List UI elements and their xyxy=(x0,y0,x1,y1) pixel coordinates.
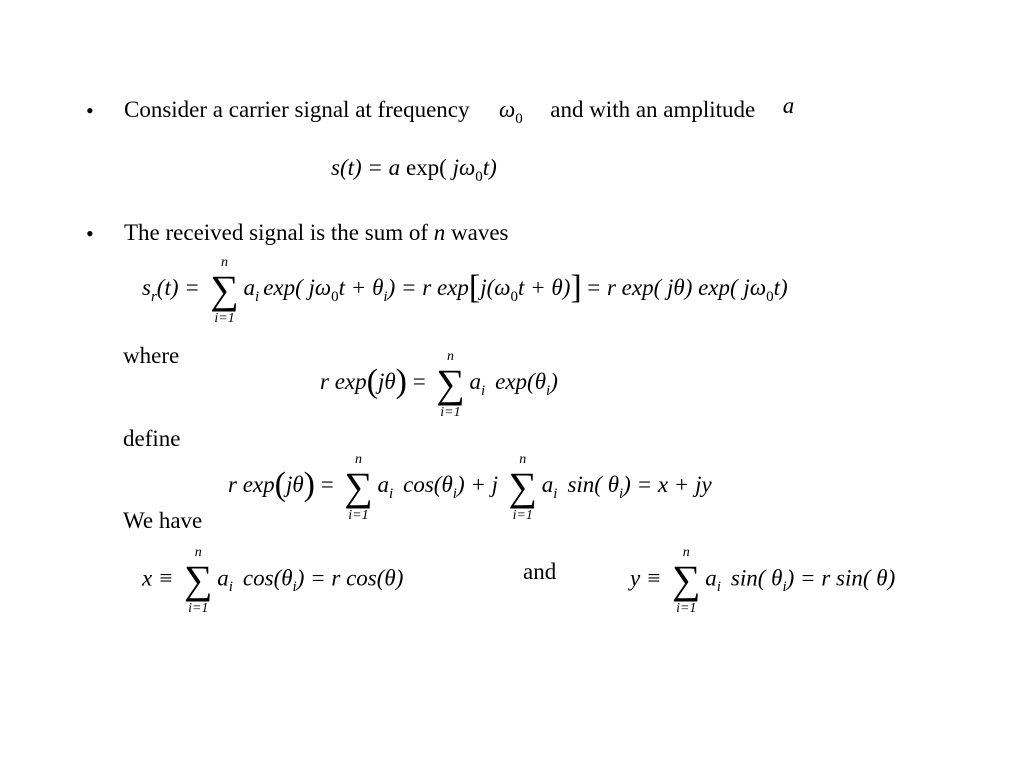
omega-subscript: 0 xyxy=(515,111,523,127)
eq2-sum-bot: i=1 xyxy=(214,310,235,326)
amplitude-symbol: a xyxy=(782,93,795,118)
sigma-icon: ∑ xyxy=(671,557,701,602)
n-symbol: n xyxy=(433,220,446,245)
eq2-s-sub: r xyxy=(150,289,157,305)
define-lparen: ( xyxy=(274,466,286,503)
eq1-rhs: jω xyxy=(452,155,476,180)
where-mid: jθ xyxy=(377,369,396,394)
received-text-a: The received signal is the sum of xyxy=(124,220,429,245)
where-lhs: r exp xyxy=(320,369,367,394)
where-a-sub: i xyxy=(480,383,486,399)
carrier-sentence xyxy=(124,93,795,127)
define-s1: sin( θ xyxy=(567,472,619,497)
bullet-2: • xyxy=(86,221,94,246)
define-label: define xyxy=(123,426,181,451)
carrier-text-b: and with an amplitude xyxy=(550,97,756,122)
eq2-p6-sub: 0 xyxy=(766,289,774,305)
eq1-tail: t) xyxy=(482,155,497,180)
carrier-text-a: Consider a carrier signal at frequency xyxy=(124,97,470,122)
y-a: a xyxy=(705,565,717,591)
eq1-fn: exp( xyxy=(405,155,447,180)
eq1-lhs: s(t) = a xyxy=(331,155,401,180)
where-equation xyxy=(320,348,558,420)
x-c1-sub: i xyxy=(292,579,297,596)
define-c1: cos(θ xyxy=(403,472,453,497)
x-sum xyxy=(181,545,215,616)
define-rparen: ) xyxy=(303,466,315,503)
define-s2: ) = x + jy xyxy=(623,472,712,497)
sigma-icon: ∑ xyxy=(183,557,213,602)
eq2-sum-top: n xyxy=(221,254,229,270)
where-sum-top: n xyxy=(446,348,454,364)
x-equation xyxy=(142,545,404,616)
x-sum-top: n xyxy=(194,545,202,560)
eq2-p2-sub: i xyxy=(383,289,388,305)
define-sum1-bot: i=1 xyxy=(348,507,369,523)
define-s1-sub: i xyxy=(619,486,624,502)
eq2-a-sub: i xyxy=(255,289,260,305)
eq2-sum xyxy=(208,254,242,326)
define-c1-sub: i xyxy=(452,486,457,502)
x-a-sub: i xyxy=(228,579,233,596)
x-a: a xyxy=(217,565,229,591)
eq1-sub: 0 xyxy=(475,169,483,185)
eq2-a: a xyxy=(243,275,256,300)
y-s1: sin( θ xyxy=(730,565,783,591)
and-label: and xyxy=(523,559,557,584)
carrier-equation xyxy=(331,155,497,185)
eq2-lbracket: [ xyxy=(468,269,481,306)
define-a2-sub: i xyxy=(553,486,558,502)
eq2-p2: t + θ xyxy=(338,275,384,300)
y-a-sub: i xyxy=(716,579,721,596)
sigma-icon: ∑ xyxy=(436,360,465,406)
define-sum-1 xyxy=(341,451,375,523)
eq2-p4: j(ω xyxy=(480,275,511,300)
eq2-p3: ) = r exp xyxy=(387,275,469,300)
y-sum xyxy=(669,545,703,616)
eq2-p1-sub: 0 xyxy=(331,289,339,305)
y-s2: ) = r sin( θ) xyxy=(786,565,896,591)
where-eq: = xyxy=(412,369,426,394)
received-text-b: waves xyxy=(451,220,509,245)
y-lhs: y ≡ xyxy=(630,565,662,591)
eq2-rbracket: ] xyxy=(570,269,582,306)
where-lparen: ( xyxy=(366,363,378,400)
where-a: a xyxy=(469,369,481,394)
define-equation xyxy=(228,451,712,523)
we-have-label: We have xyxy=(123,508,203,533)
y-sum-bot: i=1 xyxy=(676,601,697,616)
define-sum2-top: n xyxy=(519,451,527,467)
eq2-p4-sub: 0 xyxy=(510,289,518,305)
sigma-icon: ∑ xyxy=(344,463,373,509)
where-p1: exp(θ xyxy=(495,369,547,394)
eq2-p1: exp( jω xyxy=(263,275,332,300)
where-sum-bot: i=1 xyxy=(440,404,461,420)
where-sum xyxy=(433,348,467,420)
where-p1-sub: i xyxy=(546,383,551,399)
y-sum-top: n xyxy=(682,545,690,560)
y-equation xyxy=(630,545,896,616)
define-c2: ) + j xyxy=(456,472,499,497)
define-a2: a xyxy=(541,472,554,497)
eq2-p5: t + θ) xyxy=(518,275,571,300)
received-signal-equation xyxy=(142,254,788,326)
received-sentence xyxy=(124,221,509,244)
bullet-1: • xyxy=(86,98,94,123)
x-c2: ) = r cos(θ) xyxy=(296,565,404,591)
x-c1: cos(θ xyxy=(242,565,293,591)
x-sum-bot: i=1 xyxy=(188,601,209,616)
where-label: where xyxy=(123,343,180,368)
eq2-p6: = r exp( jθ) exp( jω xyxy=(585,275,767,300)
define-lhs: r exp xyxy=(228,472,275,497)
define-sum-2 xyxy=(506,451,540,523)
define-a1: a xyxy=(377,472,389,497)
sigma-icon: ∑ xyxy=(508,463,538,509)
define-a1-sub: i xyxy=(388,486,394,502)
define-sum1-top: n xyxy=(354,451,362,467)
define-mid: jθ xyxy=(285,472,304,497)
define-sum2-bot: i=1 xyxy=(512,507,533,523)
where-p2: ) xyxy=(550,369,558,394)
eq2-s: s xyxy=(142,275,151,300)
x-lhs: x ≡ xyxy=(142,565,174,591)
eq2-p7: t) xyxy=(773,275,788,300)
sigma-icon: ∑ xyxy=(210,266,239,312)
eq2-lhs: (t) = xyxy=(156,275,200,300)
y-s1-sub: i xyxy=(782,579,787,596)
where-rparen: ) xyxy=(395,363,407,400)
omega-symbol: ω xyxy=(498,97,516,122)
define-eq: = xyxy=(320,472,334,497)
